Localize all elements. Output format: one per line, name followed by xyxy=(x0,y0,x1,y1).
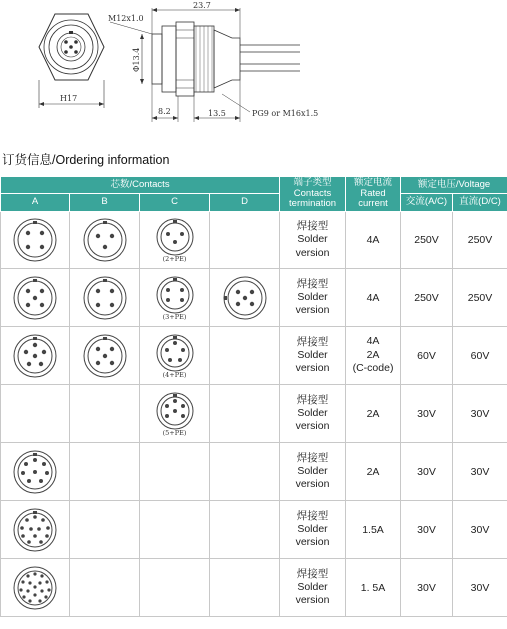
connector-c-4pe-icon xyxy=(151,333,199,373)
pinout-b xyxy=(70,559,140,617)
termination-cell: 焊接型 Solder version xyxy=(280,501,346,559)
pinout-a xyxy=(1,559,70,617)
table-row xyxy=(1,385,507,443)
pinout-c xyxy=(140,269,210,327)
dc-cell: 250V xyxy=(453,212,507,269)
termination-cell: 焊接型 Solder version xyxy=(280,327,346,385)
ac-cell: 60V xyxy=(401,327,453,385)
current-cell: 4A xyxy=(346,269,401,327)
termination-header: 端子类型 Contacts termination xyxy=(280,177,346,212)
side-view xyxy=(108,1,318,122)
current-cell: 2A xyxy=(346,443,401,501)
table-row xyxy=(1,327,507,385)
connector-a-6pin-icon xyxy=(11,332,59,380)
contacts-header: 芯数/Contacts xyxy=(1,177,280,194)
pinout-d xyxy=(210,269,280,327)
connector-d-icon xyxy=(221,274,269,322)
pinout-d xyxy=(210,212,280,269)
connector-a-12pin-icon xyxy=(11,506,59,554)
pinout-a xyxy=(1,443,70,501)
current-cell: 4A 2A (C-code) xyxy=(346,327,401,385)
pinout-d xyxy=(210,443,280,501)
pinout-b xyxy=(70,327,140,385)
pe-label: (3+PE) xyxy=(162,312,187,321)
connector-c-2pe-icon xyxy=(151,217,199,257)
column-a-header: A xyxy=(1,194,70,212)
pinout-c xyxy=(140,501,210,559)
pe-label: (5+PE) xyxy=(162,428,187,437)
dc-cell: 30V xyxy=(453,385,507,443)
connector-b-5pin-icon xyxy=(81,332,129,380)
table-row xyxy=(1,212,507,269)
pinout-a xyxy=(1,501,70,559)
ac-header: 交流(A/C) xyxy=(401,194,453,212)
pinout-a xyxy=(1,269,70,327)
current-header: 额定电流 Rated current xyxy=(346,177,401,212)
technical-drawing xyxy=(0,0,507,140)
pinout-d xyxy=(210,327,280,385)
width-dimension: 23.7 xyxy=(193,1,211,10)
flange-dimension: 8.2 xyxy=(158,107,171,116)
pinout-c xyxy=(140,443,210,501)
diameter-dimension: Φ13.4 xyxy=(132,47,141,72)
connector-c-5pe-icon xyxy=(151,391,199,431)
connector-b-3pin-icon xyxy=(81,216,129,264)
current-cell: 4A xyxy=(346,212,401,269)
table-row xyxy=(1,501,507,559)
column-c-header: C xyxy=(140,194,210,212)
body-dimension: 13.5 xyxy=(208,109,226,118)
connector-a-5pin-icon xyxy=(11,274,59,322)
termination-cell: 焊接型 Solder version xyxy=(280,385,346,443)
pinout-b xyxy=(70,212,140,269)
pinout-d xyxy=(210,385,280,443)
column-b-header: B xyxy=(70,194,140,212)
gland-dimension: PG9 or M16x1.5 xyxy=(252,109,319,118)
pinout-b xyxy=(70,443,140,501)
connector-a-8pin-icon xyxy=(11,448,59,496)
ac-cell: 250V xyxy=(401,212,453,269)
dc-cell: 250V xyxy=(453,269,507,327)
hex-dimension: H17 xyxy=(60,94,78,103)
pinout-a xyxy=(1,212,70,269)
pinout-c xyxy=(140,327,210,385)
current-cell: 1.5A xyxy=(346,501,401,559)
termination-cell: 焊接型 Solder version xyxy=(280,212,346,269)
table-row xyxy=(1,269,507,327)
connector-b-4pin-icon xyxy=(81,274,129,322)
termination-cell: 焊接型 Solder version xyxy=(280,559,346,617)
ac-cell: 30V xyxy=(401,501,453,559)
table-row xyxy=(1,559,507,617)
termination-cell: 焊接型 Solder version xyxy=(280,269,346,327)
pinout-d xyxy=(210,559,280,617)
connector-a-17pin-icon xyxy=(11,564,59,612)
connector-a-4pin-icon xyxy=(11,216,59,264)
column-d-header: D xyxy=(210,194,280,212)
ordering-table xyxy=(0,176,507,617)
voltage-header: 额定电压/Voltage xyxy=(401,177,507,194)
pinout-b xyxy=(70,385,140,443)
pinout-a xyxy=(1,385,70,443)
dc-cell: 30V xyxy=(453,443,507,501)
thread-dimension: M12x1.0 xyxy=(108,14,144,23)
pinout-c xyxy=(140,212,210,269)
section-heading: 订货信息/Ordering information xyxy=(2,153,170,167)
pe-label: (4+PE) xyxy=(162,370,187,379)
ac-cell: 30V xyxy=(401,559,453,617)
termination-cell: 焊接型 Solder version xyxy=(280,443,346,501)
dc-cell: 60V xyxy=(453,327,507,385)
ac-cell: 250V xyxy=(401,269,453,327)
pe-label: (2+PE) xyxy=(162,255,187,263)
current-cell: 2A xyxy=(346,385,401,443)
table-row xyxy=(1,443,507,501)
ac-cell: 30V xyxy=(401,443,453,501)
pinout-b xyxy=(70,269,140,327)
pinout-a xyxy=(1,327,70,385)
dc-cell: 30V xyxy=(453,559,507,617)
dc-header: 直流(D/C) xyxy=(453,194,507,212)
pinout-c xyxy=(140,559,210,617)
ac-cell: 30V xyxy=(401,385,453,443)
pinout-b xyxy=(70,501,140,559)
pinout-d xyxy=(210,501,280,559)
pinout-c xyxy=(140,385,210,443)
connector-c-3pe-icon xyxy=(151,275,199,315)
dc-cell: 30V xyxy=(453,501,507,559)
front-view xyxy=(39,14,104,108)
current-cell: 1. 5A xyxy=(346,559,401,617)
